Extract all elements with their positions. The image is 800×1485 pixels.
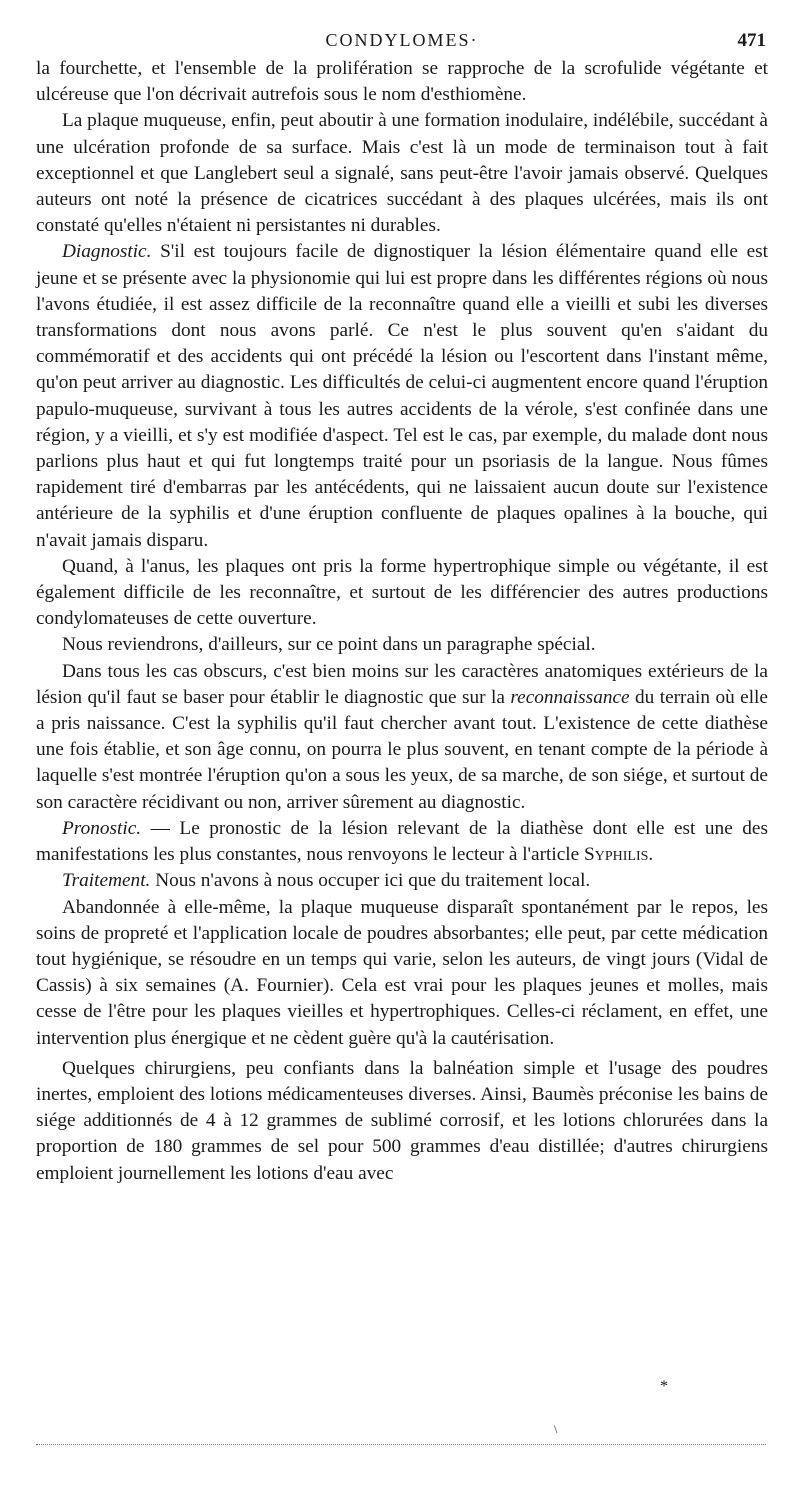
paragraph-pronostic (36, 816, 768, 868)
section-label-pronostic: Pronostic. (62, 817, 142, 839)
ornament-mark: * (660, 1378, 668, 1395)
paragraph: la fourchette, et l'ensemble de la prolifération se rapproche de la scrofulide végétante et ulcéreuse que l'on décrivait autrefois sous le nom d'esthiomène. (36, 58, 768, 106)
running-header (36, 26, 768, 56)
paragraph: Quand, à l'anus, les plaques ont pris la forme hypertrophique simple ou végétante, il est également difficile de les reconnaître, et surtout de les différencier des autres productions condylomateuses de cette ouverture. (36, 555, 768, 630)
paragraph: Nous reviendrons, d'ailleurs, sur ce point dans un paragraphe spécial. (62, 634, 596, 656)
paragraph-diagnostic (36, 239, 768, 553)
paragraph-text: S'il est toujours facile de dignostiquer la lésion élémentaire quand elle est jeune et se présente avec la physionomie qui lui est propre dans les différentes régions où nous l'avons étudiée, il est assez difficile de la reconnaître quand elle a vieilli et subi les diverses transformations dont nous avons parlé. Ce n'est le plus souvent qu'en s'aidant du commémoratif et des accidents qui ont précédé la lésion ou l'escortent dans l'instant même, qu'on peut arriver au diagnostic. Les difficultés de celui-ci augmentent encore quand l'éruption papulo-muqueuse, survivant à tous les autres accidents de la vérole, s'est confinée dans une région, y a vieilli, et s'y est modifiée d'aspect. Tel est le cas, par exemple, du malade dont nous parlions plus haut et qui fut longtemps traité pour un psoriasis de la langue. Nous fûmes rapidement tiré d'embarras par les antécédents, qui ne laissaient aucun doute sur l'existence antérieure de la syphilis et d'une éruption confluente de plaques opalines à la bouche, qui n'avait jamais disparu. (36, 241, 769, 551)
paragraph-traitement (36, 868, 768, 894)
paragraph-text: du terrain où elle a pris naissance. C'est la syphilis qu'il faut chercher avant tout. L'existence de cette diathèse une fois établie, et son âge connu, on pourra le plus souvent, en tenant compte de la période à laquelle s'est montrée l'éruption qu'on a sous les yeux, de sa marche, de son siége, et surtout de son caractère récidivant ou non, arriver sûrement au diagnostic. (36, 686, 768, 813)
paragraph: La plaque muqueuse, enfin, peut aboutir à une formation inodulaire, indélébile, succédant à une ulcération profonde de sa surface. Mais c'est là un mode de terminaison tout à fait exceptionnel et que Langlebert seul a signalé, sans peut-être l'avoir jamais observé. Quelques auteurs ont noté la présence de cicatrices succédant à des plaques ulcérées, mais ils ont constaté qu'elles n'étaient ni persistantes ni durables. (36, 110, 768, 237)
running-title: CONDYLOMES· (325, 30, 479, 50)
paragraph-text: — Le pronostic de la lésion relevant de la diathèse dont elle est une des manifestations les plus constantes, nous renvoyons le lecteur à l'article (36, 817, 768, 866)
section-label-traitement: Traitement. (62, 870, 151, 892)
body-text (36, 56, 768, 1187)
stray-mark: \ (554, 1422, 558, 1436)
book-page (36, 26, 768, 1187)
paragraph (36, 659, 768, 816)
paragraph: Quelques chirurgiens, peu confiants dans la balnéation simple et l'usage des poudres inertes, emploient des lotions médicamenteuses diverses. Ainsi, Baumès préconise les bains de siége additionnés de 4 à 12 grammes de sublimé corrosif, et les lotions chlorurées dans la proportion de 180 grammes de sel pour 500 grammes d'eau distillée; d'autres chirurgiens emploient journellement les lotions d'eau avec (36, 1057, 768, 1184)
emphasis-reconnaissance: reconnaissance (510, 686, 630, 708)
bottom-dotted-rule (36, 1444, 766, 1445)
paragraph-text: Dans tous les cas obscurs, c'est bien moins sur les caractères anatomiques extérieurs de la lésion qu'il faut se baser pour établir le diagnostic que sur la (36, 660, 768, 708)
page-number: 471 (737, 30, 766, 51)
section-label-diagnostic: Diagnostic. (62, 241, 152, 263)
paragraph-text: Nous n'avons à nous occuper ici que du traitement local. (155, 870, 591, 892)
paragraph: Abandonnée à elle-même, la plaque muqueuse disparaît spontanément par le repos, les soins de propreté et l'application locale de poudres absorbantes; elle peut, par cette médication tout hygiénique, se résoudre en un temps qui varie, selon les auteurs, de vingt jours (Vidal de Cassis) à six semaines (A. Fournier). Cela est vrai pour les plaques jeunes et molles, mais cesse de l'être pour les plaques vieilles et hypertrophiques. Celles-ci réclament, en effet, une intervention plus énergique et ne cèdent guère qu'à la cautérisation. (36, 896, 768, 1049)
cross-reference-syphilis: Syphilis. (584, 844, 654, 866)
